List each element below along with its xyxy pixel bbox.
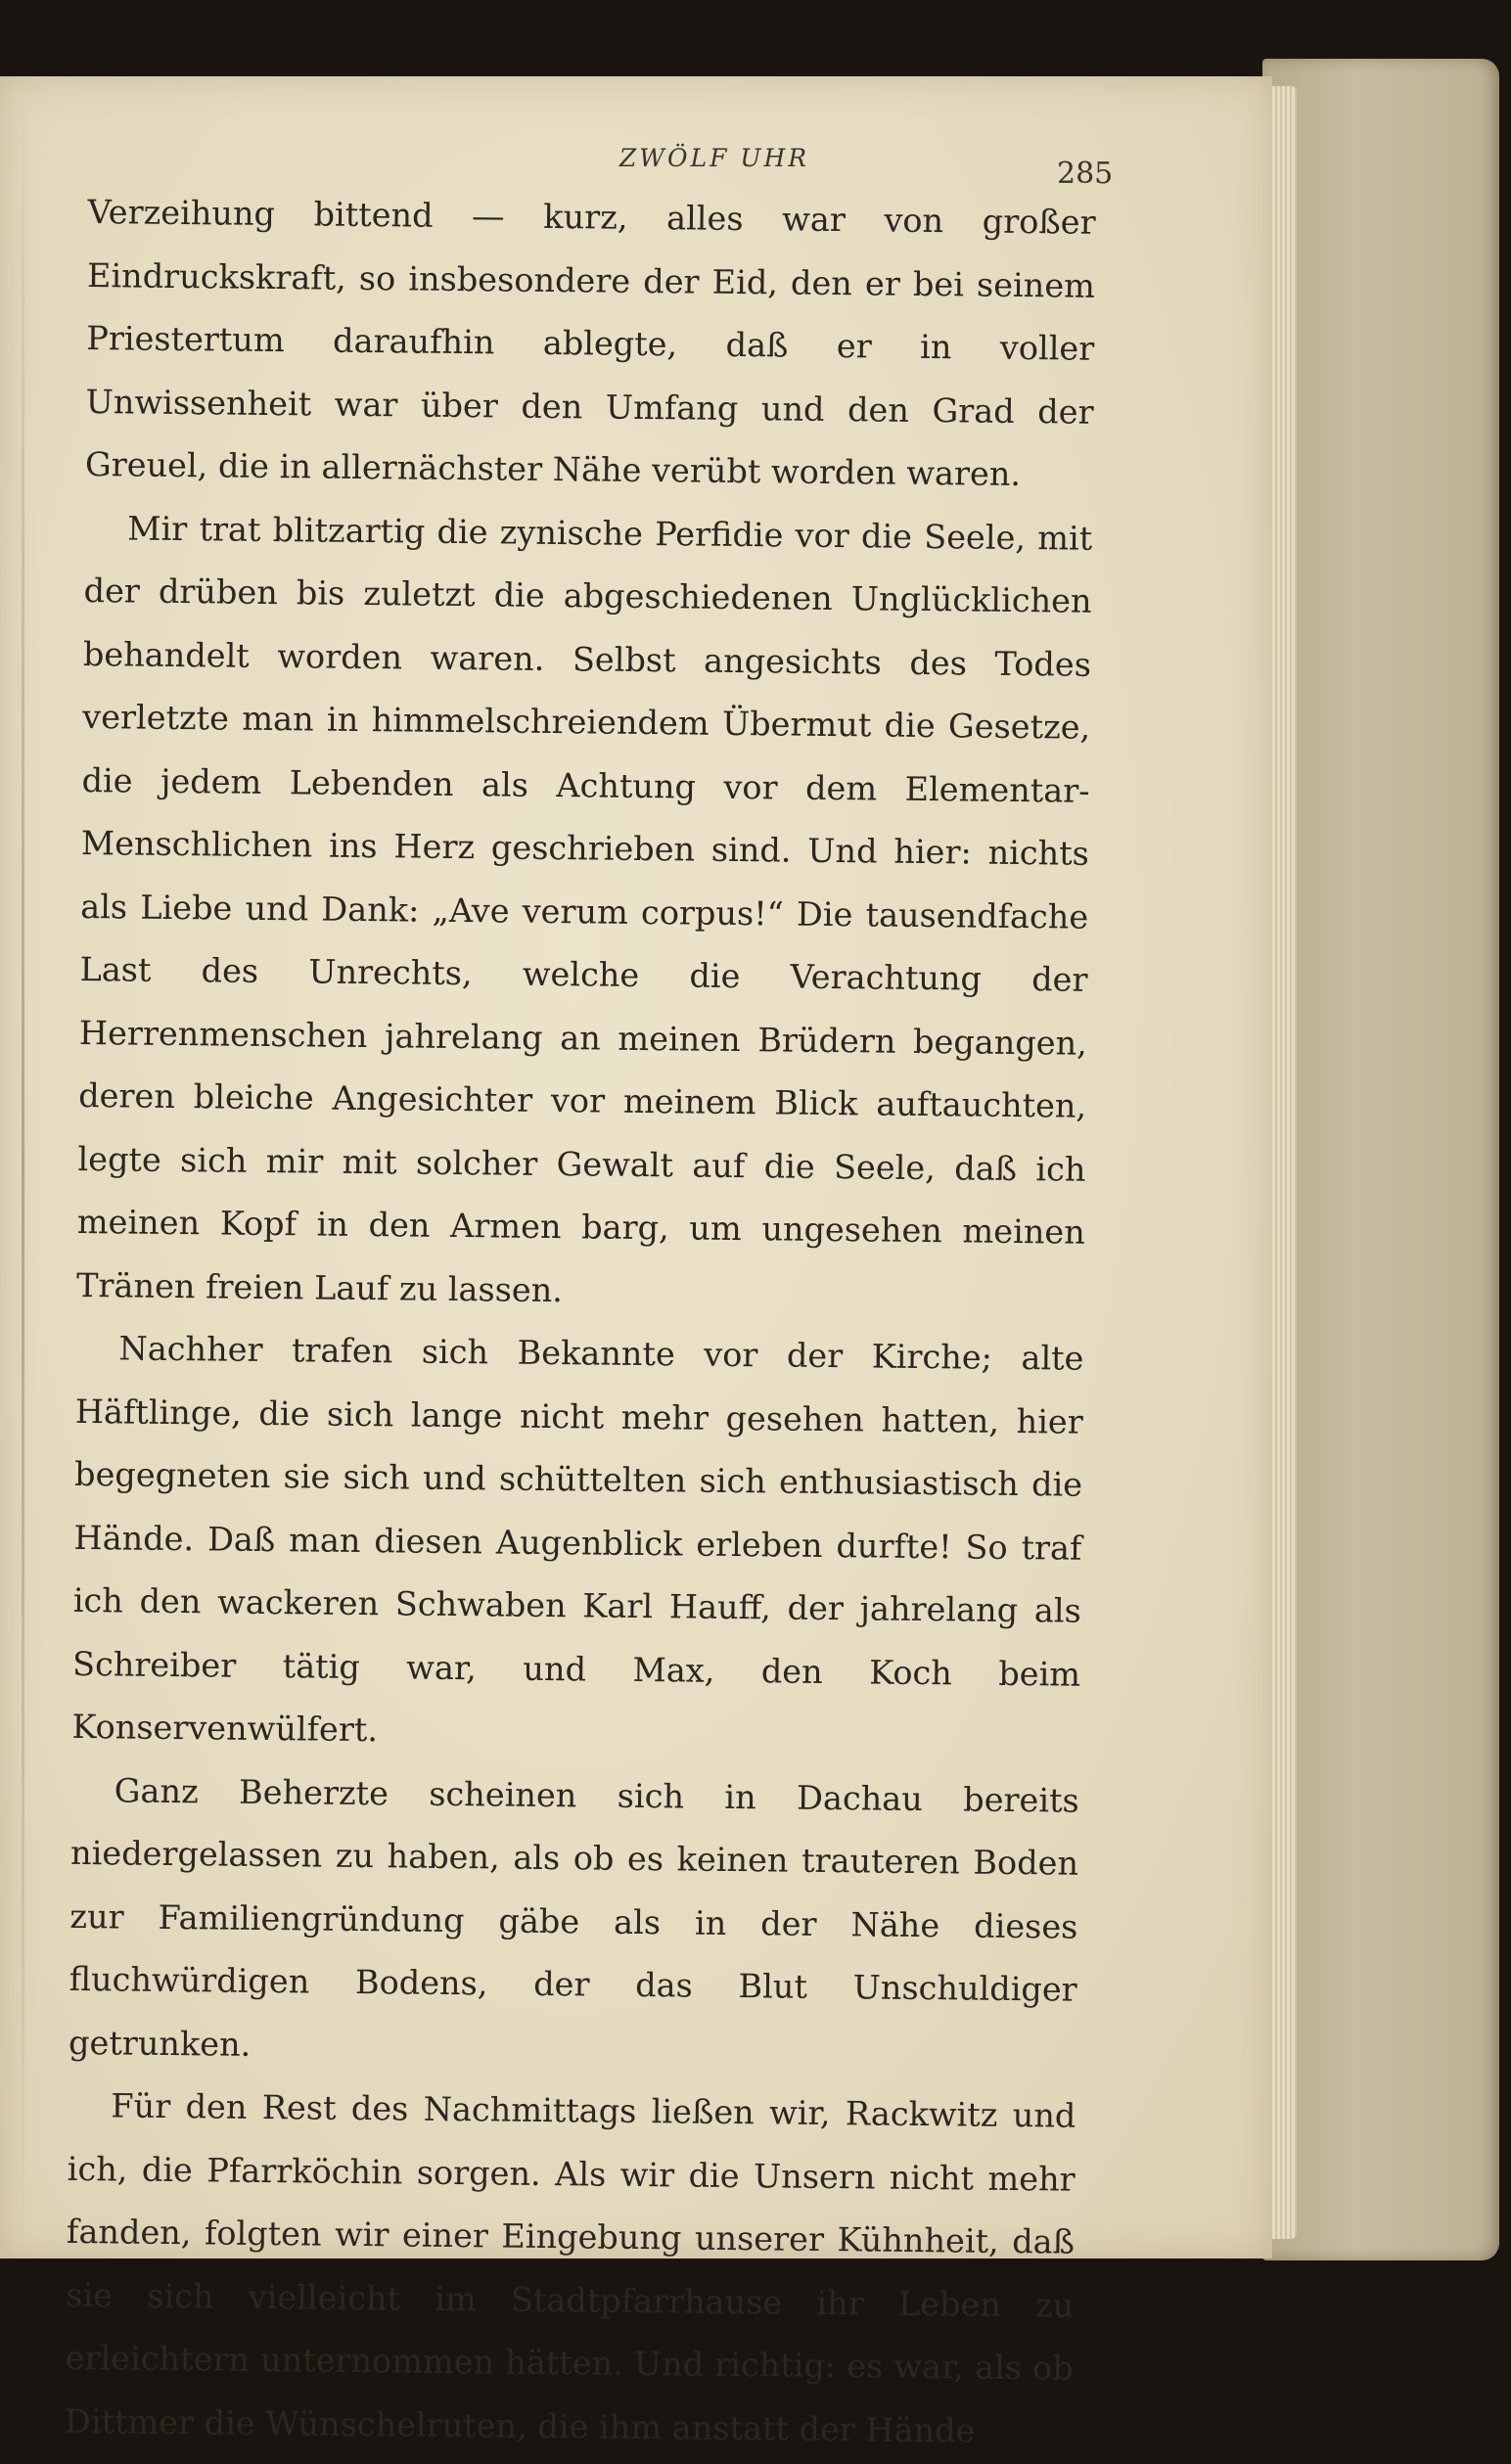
paragraph-2: Mir trat blitzartig die zynische Perfidie vor die Seele, mit der drüben bis zuletzt die abgeschiedenen Unglücklichen behandelt worden waren. Selbst angesichts des Todes verletzte man in himmelschreiendem Übermut die Gesetze, die jedem Lebenden als Achtung vor dem Elementar-Menschlichen ins Herz geschrieben sind. Und hier: nichts als Liebe und Dank: „Ave verum corpus!“ Die tausendfache Last des Unrechts, welche die Verachtung der Herrenmenschen jahrelang an meinen Brüdern begangen, deren bleiche Angesichter vor meinem Blick auftauchten, legte sich mir mit solcher Gewalt auf die Seele, daß ich meinen Kopf in den Armen barg, um ungesehen meinen Tränen freien Lauf zu lassen. [75, 508, 1093, 1309]
paragraph-1: Verzeihung bittend — kurz, alles war von großer Eindruckskraft, so insbesondere der Eid, den er bei seinem Priestertum daraufhin ablegte, daß er in voller Unwissenheit war über den Umfang und den Grad der Greuel, die in allernächster Nähe verübt worden waren. [84, 192, 1096, 493]
body-text [65, 181, 1096, 2464]
paragraph-5: Für den Rest des Nachmittags ließen wir, Rackwitz und ich, die Pfarrköchin sorgen. Als wir die Unsern nicht mehr fanden, folgten wir einer Eingebung unserer Kühnheit, daß sie sich vielleicht im Stadtpfarrhause ihr Leben zu erleichtern unternommen hätten. Und richtig: es war, als ob Dittmer die Wünschelruten, die ihm anstatt der Hände [64, 2086, 1076, 2450]
page-number: 285 [1057, 157, 1114, 191]
running-head: ZWÖLF UHR [618, 144, 810, 172]
paragraph-3: Nachher trafen sich Bekannte vor der Kirche; alte Häftlinge, die sich lange nicht mehr gesehen hatten, hier begegneten sie sich und schüttelten sich enthusiastisch die Hände. Daß man diesen Augenblick erleben durfte! So traf ich den wackeren Schwaben Karl Hauff, der jahrelang als Schreiber tätig war, und Max, den Koch beim Konservenwülfert. [71, 1329, 1084, 1750]
gutter-shadow [22, 76, 24, 2259]
book-cover-edge [1262, 59, 1499, 2260]
paragraph-4: Ganz Beherzte scheinen sich in Dachau bereits niedergelassen zu haben, als ob es keinen trauteren Boden zur Familiengründung gäbe als in der Nähe dieses fluchwürdigen Bodens, der das Blut Unschuldiger getrunken. [68, 1770, 1079, 2064]
